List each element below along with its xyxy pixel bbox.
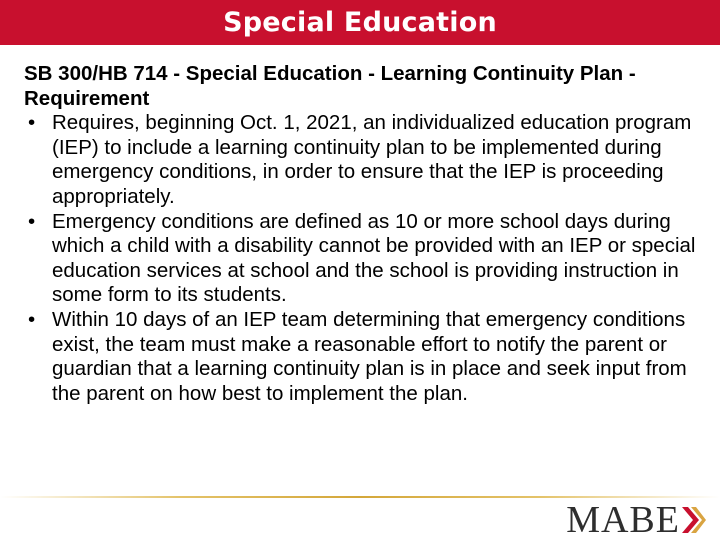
bullet-text: Within 10 days of an IEP team determining that emergency conditions exist, the team must make a reasonable effort to notify the parent or guardian that a learning continuity plan is in place and seek input from the parent on how best to implement the plan.	[52, 307, 687, 405]
mabe-logo	[566, 500, 706, 540]
title-bar	[0, 0, 720, 45]
footer-divider	[0, 496, 720, 498]
bullet-item	[24, 308, 700, 406]
bullet-list	[24, 111, 700, 406]
slide-heading: SB 300/HB 714 - Special Education - Learning Continuity Plan - Requirement	[24, 62, 636, 110]
bullet-item	[24, 210, 700, 308]
bullet-text: Requires, beginning Oct. 1, 2021, an individualized education program (IEP) to include a learning continuity plan to be implemented during emergency conditions, in order to ensure that the IEP is proceeding appropriately.	[52, 111, 692, 208]
bullet-dot-icon: •	[28, 209, 36, 233]
bullet-dot-icon: •	[28, 307, 36, 331]
logo-text: MABE	[566, 499, 680, 541]
bullet-text: Emergency conditions are defined as 10 or more school days during which a child with a disability cannot be provided with an IEP or special education services at school and the school is providing instruction in some form to its students.	[52, 209, 696, 307]
slide-title: Special Education	[223, 7, 497, 38]
slide-content	[24, 62, 700, 406]
arrow-mark-icon	[682, 505, 706, 535]
bullet-dot-icon: •	[28, 111, 36, 135]
bullet-item	[24, 111, 700, 209]
